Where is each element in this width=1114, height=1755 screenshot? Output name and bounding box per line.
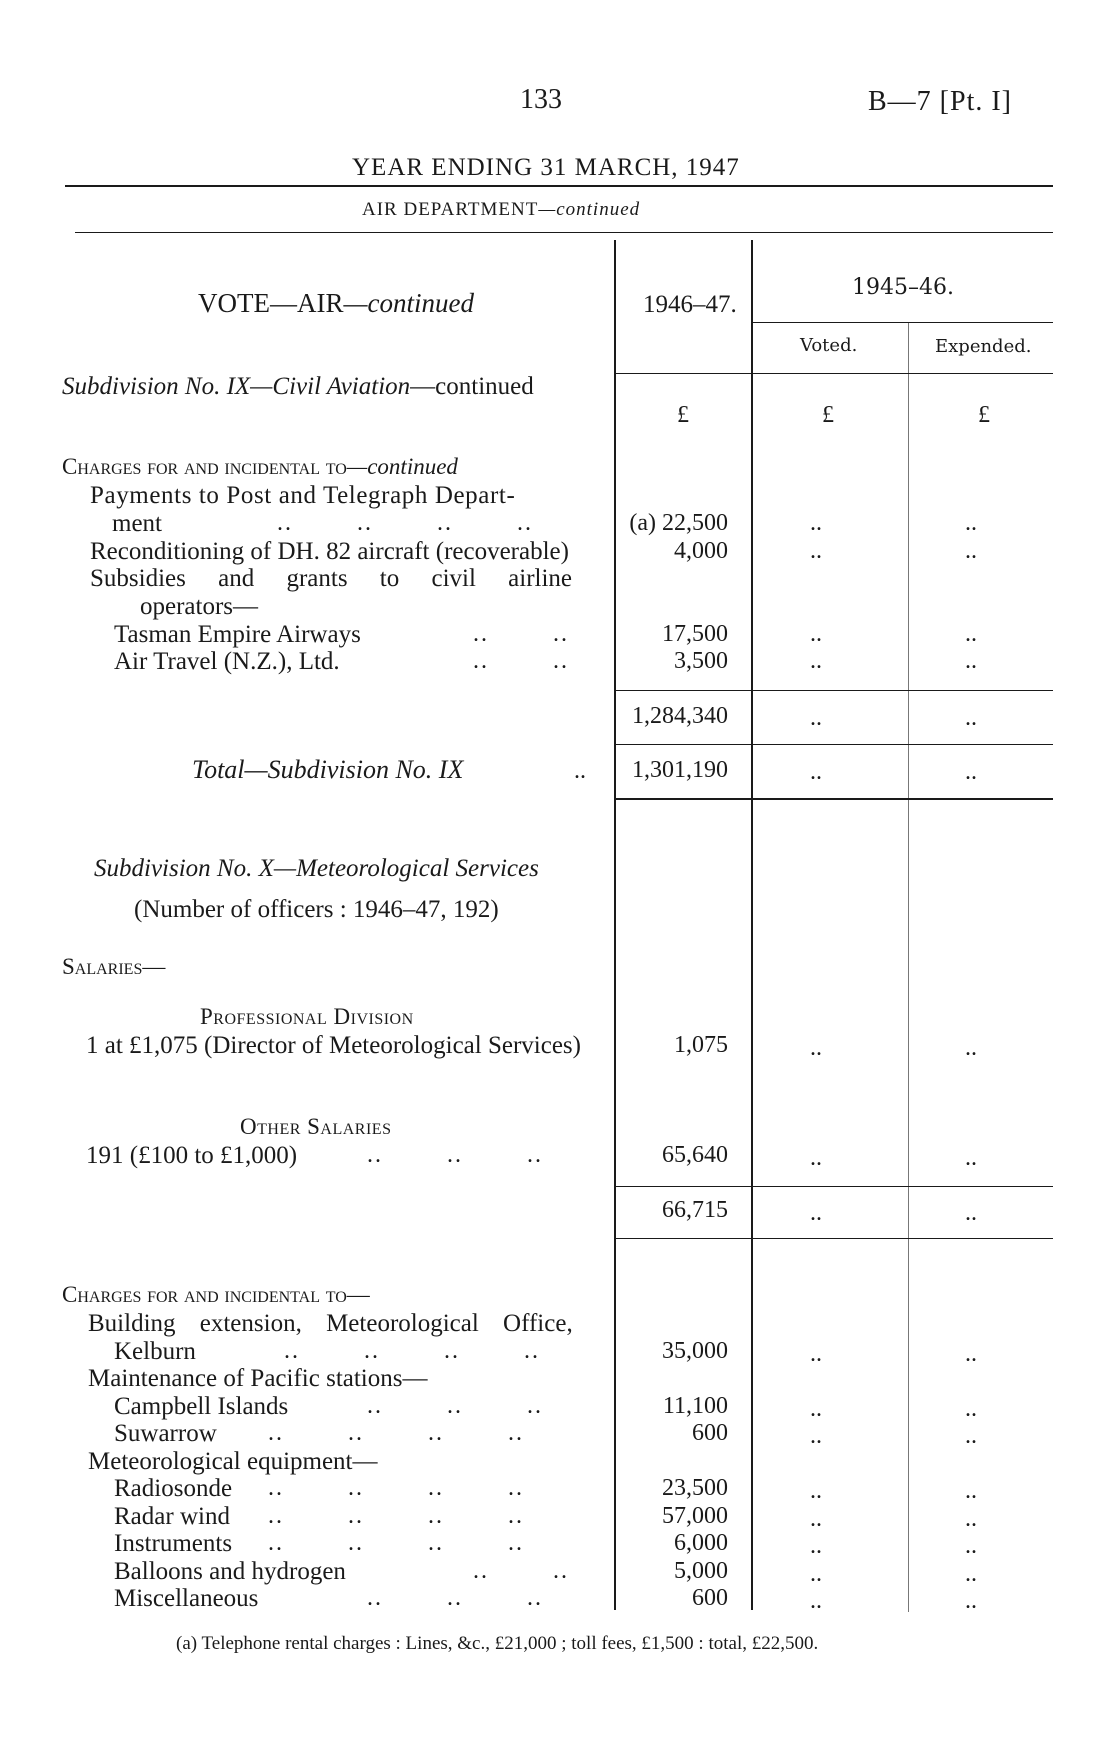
title-rule [65, 185, 1053, 187]
currency-expended: £ [978, 402, 990, 428]
vote-continued: —continued [343, 288, 474, 318]
professional-division-heading: Professional Division [200, 1004, 414, 1029]
row-label: Maintenance of Pacific stations— [88, 1365, 428, 1392]
header-rule-1945 [753, 322, 1053, 323]
expended-dots: .. [965, 1423, 977, 1449]
expended-dots: .. [965, 1588, 977, 1614]
expended-dots: .. [965, 1341, 977, 1367]
voted-dots: .. [810, 1561, 822, 1587]
voted-dots: .. [810, 1423, 822, 1449]
row-value-1946: 600 [692, 1585, 728, 1611]
voted-dots: .. [810, 1533, 822, 1559]
column-header-voted: Voted. [800, 335, 858, 356]
charges-label-ix: Charges for and incidental to [62, 454, 347, 479]
salaries-heading: Salaries— [62, 954, 166, 979]
expended-dots: .. [965, 648, 977, 674]
subdivision-ix-title: Subdivision No. IX—Civil Aviation [62, 373, 411, 400]
total-rule-bottom [614, 798, 1053, 800]
row-leader-dots: .. .. .. .. [268, 1475, 524, 1501]
row-leader-dots: .. .. .. [367, 1585, 543, 1611]
row-label: operators— [140, 593, 259, 620]
document-reference: B—7 [Pt. I] [868, 86, 1012, 117]
row-label: Suwarrow [114, 1420, 217, 1447]
footnote: (a) Telephone rental charges : Lines, &c., £21,000 ; toll fees, £1,500 : total, £22,500. [176, 1633, 819, 1654]
row-leader-dots: .. .. .. .. [284, 1338, 540, 1364]
subtotal-ix: 1,284,340 [632, 703, 728, 729]
voted-dots: .. [810, 621, 822, 647]
other-salaries-value: 65,640 [662, 1142, 728, 1168]
currency-voted: £ [822, 402, 834, 428]
salaries-total-rule-top [614, 1186, 1053, 1187]
department-rule [75, 232, 1053, 233]
row-leader-dots: .. .. .. .. [268, 1530, 524, 1556]
row-label: Instruments [114, 1530, 233, 1557]
row-label: Radar wind [114, 1503, 230, 1530]
department-name: AIR DEPARTMENT [362, 199, 539, 220]
currency-1946: £ [677, 402, 689, 428]
row-label: Campbell Islands [114, 1393, 289, 1420]
other-salaries-label: 191 (£100 to £1,000) [86, 1142, 298, 1169]
row-value-1946: 3,500 [674, 648, 728, 674]
row-label: Building extension, Meteorological Office, [88, 1310, 573, 1337]
row-label: Air Travel (N.Z.), Ltd. [114, 648, 340, 675]
expended-dots: .. [965, 621, 977, 647]
charges-continued-ix: —continued [346, 454, 458, 479]
vote-title [198, 290, 474, 317]
voted-dots: .. [810, 759, 822, 785]
row-label: Balloons and hydrogen [114, 1558, 346, 1585]
row-value-1946: 4,000 [674, 538, 728, 564]
row-leader-dots: .. .. [473, 621, 569, 647]
total-subdivision-ix-label: Total—Subdivision No. IX [192, 755, 464, 784]
row-leader-dots: .. .. .. .. [268, 1420, 524, 1446]
vote-label: VOTE—AIR [198, 288, 344, 318]
voted-dots: .. [810, 1145, 822, 1171]
column-rule-mid [751, 240, 753, 1610]
row-label: Kelburn [114, 1338, 196, 1365]
column-rule-voted [908, 322, 909, 1612]
column-header-1945: 1945–46. [852, 275, 954, 300]
row-label: Payments to Post and Telegraph Depart- [90, 482, 516, 509]
column-header-expended: Expended. [935, 336, 1032, 357]
row-label: Reconditioning of DH. 82 aircraft (recoverable) [90, 538, 569, 565]
number-of-officers: (Number of officers : 1946–47, 192) [134, 896, 499, 923]
page-title: YEAR ENDING 31 MARCH, 1947 [352, 154, 740, 181]
expended-dots: .. [965, 759, 977, 785]
row-leader-dots: .. .. .. [367, 1393, 543, 1419]
row-label: Radiosonde [114, 1475, 233, 1502]
subtotal-rule-bottom [614, 744, 1053, 745]
row-label: Tasman Empire Airways [114, 621, 361, 648]
total-subdivision-ix: 1,301,190 [632, 757, 728, 783]
row-label: Miscellaneous [114, 1585, 259, 1612]
expended-dots: .. [965, 1478, 977, 1504]
expended-dots: .. [965, 1396, 977, 1422]
expended-dots: .. [965, 1506, 977, 1532]
other-salaries-heading: Other Salaries [240, 1114, 392, 1139]
row-label: ment [112, 510, 162, 537]
row-label: Subsidies and grants to civil airline [90, 565, 573, 592]
director-label: 1 at £1,075 (Director of Meteorological Services) [86, 1032, 581, 1059]
voted-dots: .. [810, 1478, 822, 1504]
expended-dots: .. [965, 705, 977, 731]
row-value-1946: 35,000 [662, 1338, 728, 1364]
page-number: 133 [520, 84, 562, 115]
row-value-1946: 600 [692, 1420, 728, 1446]
department-continued: —continued [538, 199, 641, 220]
expended-dots: .. [965, 1035, 977, 1061]
voted-dots: .. [810, 1341, 822, 1367]
subdivision-ix-heading [62, 374, 534, 399]
row-value-1946: 57,000 [662, 1503, 728, 1529]
expended-dots: .. [965, 1561, 977, 1587]
row-leader-dots: .. .. .. [367, 1142, 543, 1168]
voted-dots: .. [810, 1396, 822, 1422]
row-leader-dots: .. .. .. .. [277, 510, 533, 536]
column-header-1946: 1946–47. [643, 291, 737, 318]
salaries-total: 66,715 [662, 1197, 728, 1223]
expended-dots: .. [965, 1145, 977, 1171]
header-rule-bottom [616, 373, 1053, 374]
row-value-1946: 11,100 [662, 1393, 728, 1419]
row-leader-dots: .. .. [473, 648, 569, 674]
row-value-1946: 6,000 [674, 1530, 728, 1556]
row-value-1946: (a) 22,500 [629, 510, 728, 536]
voted-dots: .. [810, 1506, 822, 1532]
expended-dots: .. [965, 510, 977, 536]
salaries-total-rule-bottom [614, 1238, 1053, 1239]
column-rule-left [614, 240, 616, 1610]
department-heading [362, 200, 640, 219]
subdivision-ix-continued: —continued [410, 373, 534, 400]
row-leader-dots: .. .. .. .. [268, 1503, 524, 1529]
subdivision-x-heading: Subdivision No. X—Meteorological Services [94, 855, 539, 882]
row-value-1946: 23,500 [662, 1475, 728, 1501]
charges-heading-ix [62, 455, 458, 478]
row-value-1946: 17,500 [662, 621, 728, 647]
row-value-1946: 5,000 [674, 1558, 728, 1584]
expended-dots: .. [965, 538, 977, 564]
expended-dots: .. [965, 1200, 977, 1226]
director-value: 1,075 [674, 1032, 728, 1058]
charges-heading-x: Charges for and incidental to— [62, 1282, 370, 1307]
total-leader-dots: .. [574, 758, 586, 784]
expended-dots: .. [965, 1533, 977, 1559]
voted-dots: .. [810, 1588, 822, 1614]
row-label: Meteorological equipment— [88, 1448, 378, 1475]
voted-dots: .. [810, 648, 822, 674]
voted-dots: .. [810, 1035, 822, 1061]
voted-dots: .. [810, 1200, 822, 1226]
voted-dots: .. [810, 705, 822, 731]
subtotal-rule-top [614, 690, 1053, 691]
voted-dots: .. [810, 538, 822, 564]
voted-dots: .. [810, 510, 822, 536]
row-leader-dots: .. .. [473, 1558, 569, 1584]
